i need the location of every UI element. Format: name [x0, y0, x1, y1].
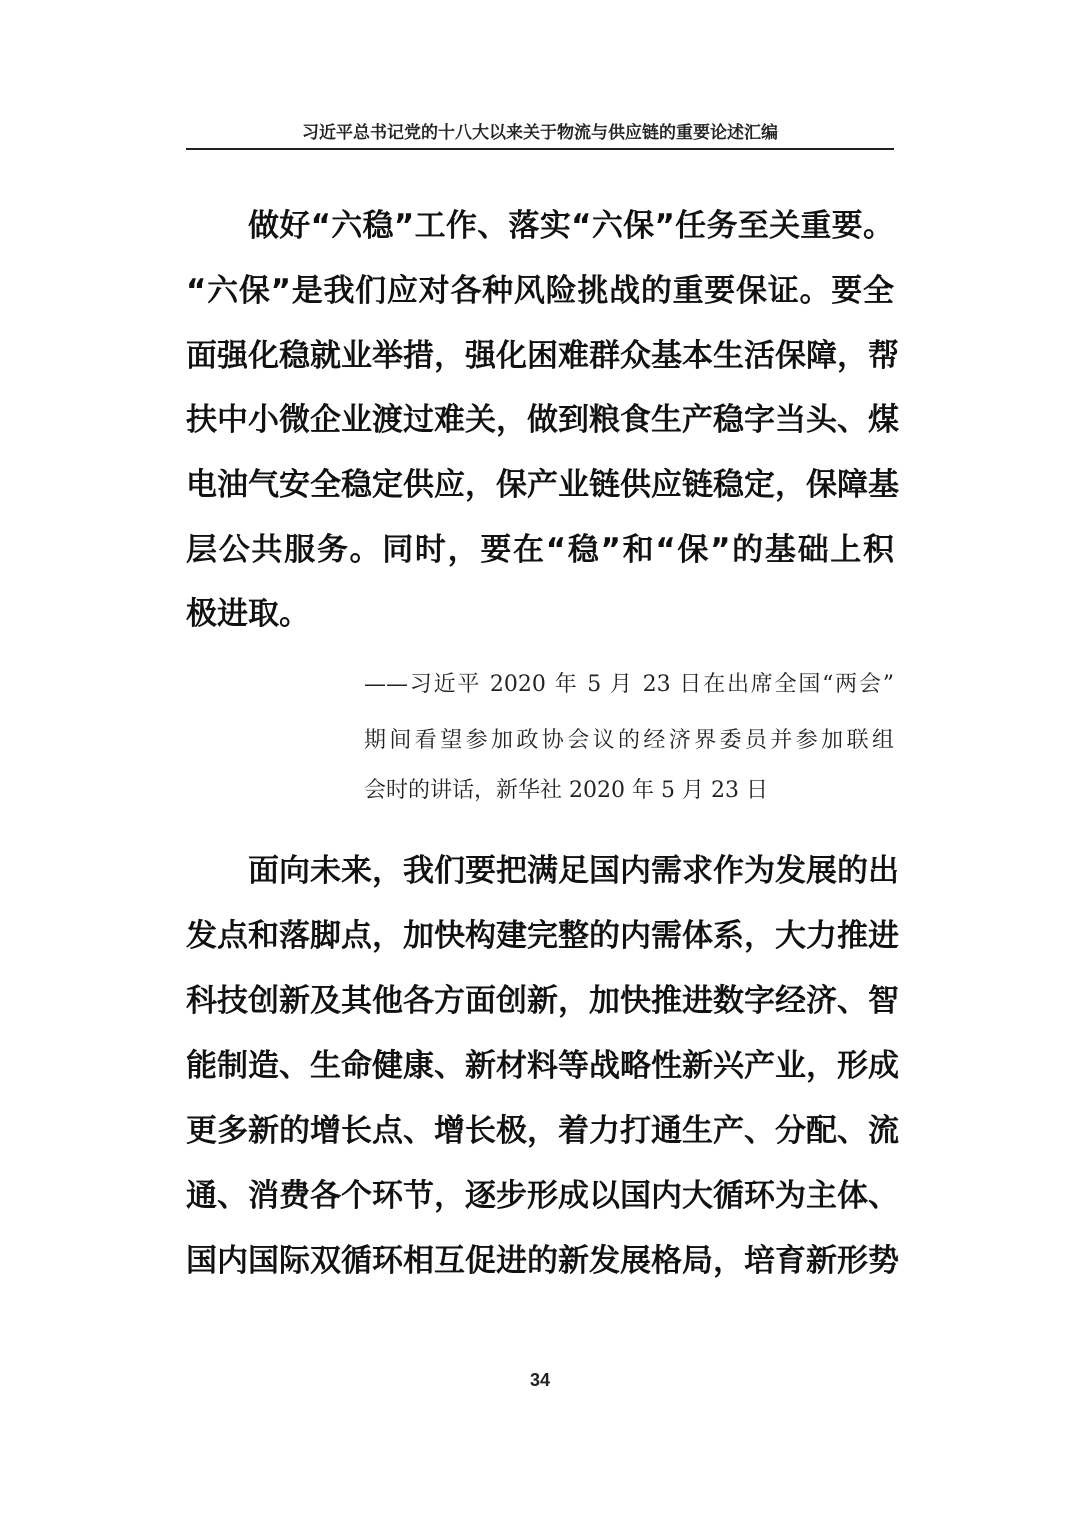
paragraph-line: “六保”是我们应对各种风险挑战的重要保证。要全	[186, 273, 894, 309]
paragraph-line: 层公共服务。同时，要在“稳”和“保”的基础上积	[186, 532, 894, 568]
paragraph-line: 国内国际双循环相互促进的新发展格局，培育新形势	[186, 1243, 899, 1279]
citation-line: ——习近平 2020 年 5 月 23 日在出席全国“两会”	[364, 672, 894, 697]
paragraph-line: 做好“六稳”工作、落实“六保”任务至关重要。	[248, 208, 894, 244]
paragraph-line: 扶中小微企业渡过难关，做到粮食生产稳字当头、煤	[186, 402, 899, 438]
paragraph-line: 通、消费各个环节，逐步形成以国内大循环为主体、	[186, 1178, 899, 1214]
paragraph-line: 更多新的增长点、增长极，着力打通生产、分配、流	[186, 1113, 899, 1149]
paragraph-line: 极进取。	[186, 596, 310, 632]
page-number: 34	[529, 1370, 551, 1390]
running-header	[186, 112, 894, 150]
citation-line: 期间看望参加政协会议的经济界委员并参加联组	[364, 728, 894, 753]
paragraph-line: 科技创新及其他各方面创新，加快推进数字经济、智	[186, 983, 899, 1019]
paragraph-line: 能制造、生命健康、新材料等战略性新兴产业，形成	[186, 1048, 899, 1084]
paragraph-line: 面强化稳就业举措，强化困难群众基本生活保障，帮	[186, 338, 899, 374]
paragraph-line: 面向未来，我们要把满足国内需求作为发展的出	[248, 853, 899, 889]
citation-line: 会时的讲话，新华社 2020 年 5 月 23 日	[364, 778, 768, 803]
paragraph-line: 电油气安全稳定供应，保产业链供应链稳定，保障基	[186, 467, 899, 503]
header-title: 习近平总书记党的十八大以来关于物流与供应链的重要论述汇编	[302, 123, 778, 143]
paragraph-line: 发点和落脚点，加快构建完整的内需体系，大力推进	[186, 918, 899, 954]
